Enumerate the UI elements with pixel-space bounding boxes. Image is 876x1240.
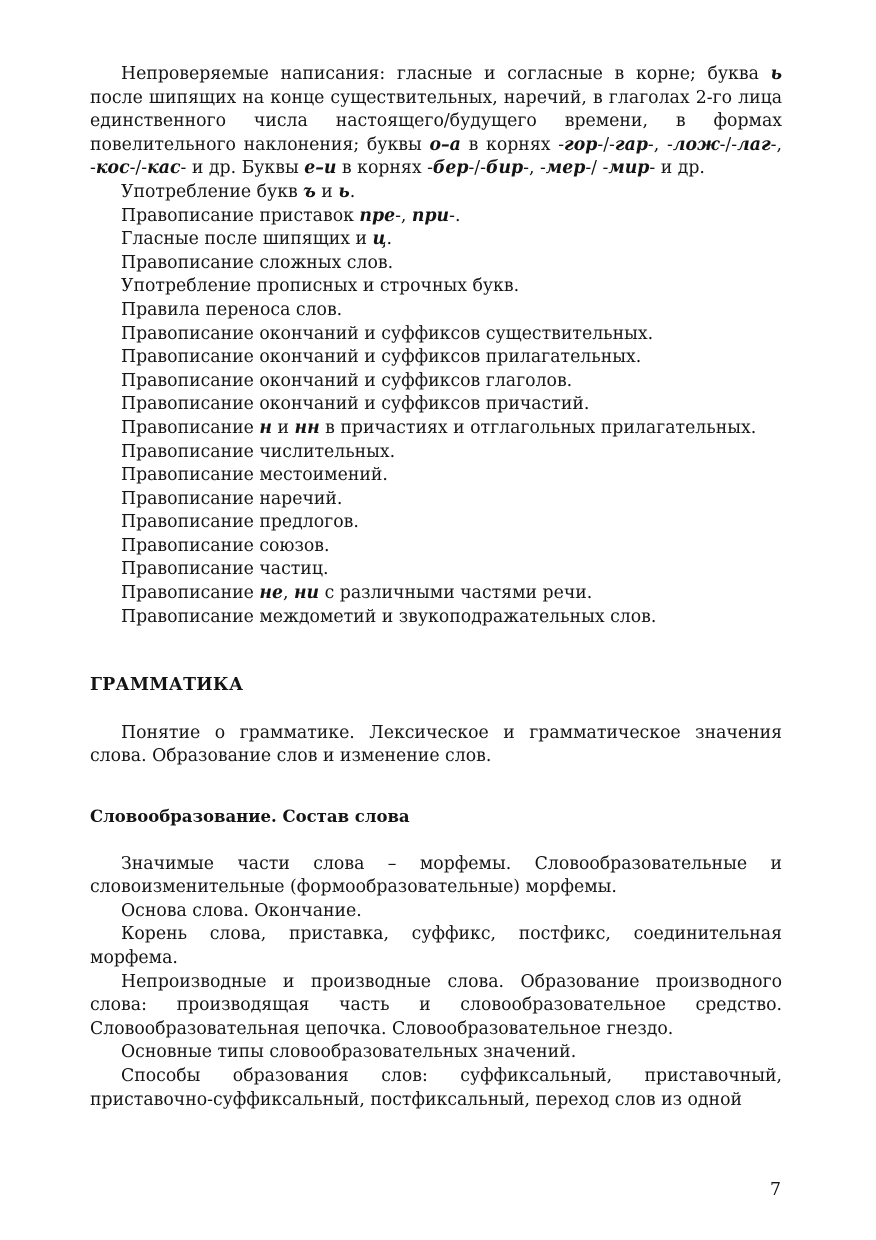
paragraph-item: Правописание числительных. <box>121 441 396 462</box>
paragraph-stem: Основа слова. Окончание. <box>121 900 362 921</box>
paragraph-item: Употребление прописных и строчных букв. <box>121 276 520 297</box>
paragraph-item: Правописание окончаний и суффиксов прилагательных. <box>121 347 642 368</box>
paragraph-derivational-meanings: Основные типы словообразовательных значений. <box>121 1042 577 1063</box>
emphasis: мер <box>545 158 586 179</box>
emphasis: кос <box>95 158 130 179</box>
paragraph-item: Правописание сложных слов. <box>121 252 394 273</box>
emphasis: при <box>411 205 450 226</box>
paragraph-vowels-after-sibilants: Гласные после шипящих и ц. <box>121 229 392 250</box>
page-body <box>90 63 782 1112</box>
emphasis: гар <box>614 134 648 155</box>
emphasis: ь <box>770 64 782 84</box>
paragraph-hard-soft-signs: Употребление букв ъ и ь. <box>121 181 356 202</box>
emphasis: бер <box>432 158 469 179</box>
paragraph-derived-words: Непроизводные и производные слова. Образование производного слова: производящая часть и словообразовательное средство. Словообразовательная цепочка. Словообразовательное гнездо. <box>90 971 782 1039</box>
section-heading-grammar: ГРАММАТИКА <box>90 675 244 696</box>
emphasis: нн <box>294 417 320 438</box>
paragraph-root: Корень слова, приставка, суффикс, постфикс, соединительная морфема. <box>90 924 782 968</box>
paragraph-item: Правописание окончаний и суффиксов существительных. <box>121 323 654 344</box>
emphasis: не <box>259 583 283 604</box>
paragraph-item: Правописание междометий и звукоподражательных слов. <box>121 606 657 627</box>
emphasis: н <box>259 417 272 438</box>
paragraph-item: Правописание местоимений. <box>121 465 388 486</box>
emphasis: ъ <box>303 181 316 202</box>
paragraph-item: Правописание окончаний и суффиксов причастий. <box>121 394 590 415</box>
paragraph-formation-methods: Способы образования слов: суффиксальный, приставочный, приставочно-суффиксальный, постфиксальный, переход слов из одной <box>90 1065 782 1110</box>
emphasis: ц <box>372 229 387 250</box>
emphasis: лож <box>672 134 720 155</box>
emphasis: ь <box>338 181 350 202</box>
emphasis: гор <box>564 134 598 155</box>
emphasis: о–а <box>429 134 461 155</box>
emphasis: кас <box>147 158 181 179</box>
paragraph-item: Правописание союзов. <box>121 535 330 556</box>
paragraph-item: Правила переноса слов. <box>121 299 343 320</box>
paragraph-unverifiable-spellings: Непроверяемые написания: гласные и согласные в корне; буква ь после шипящих на конце существительных, наречий, в глаголах 2-го лица единственного числа настоящего/будущего времени, в формах повелительного наклонения; буквы о–а в корнях -гор-/-гар-, -лож-/-лаг-, -кос-/-кас- и др. Буквы е–и в корнях -бер-/-бир-, -мер-/ -мир- и др. <box>90 64 783 179</box>
emphasis: ни <box>293 583 320 604</box>
emphasis: пре <box>359 205 396 226</box>
emphasis: мир <box>608 158 650 179</box>
paragraph-item: Правописание окончаний и суффиксов глаголов. <box>121 370 573 391</box>
paragraph-grammar-intro: Понятие о грамматике. Лексическое и грамматическое значения слова. Образование слов и изменение слов. <box>90 722 782 767</box>
paragraph-n-nn: Правописание н и нн в причастиях и отглагольных прилагательных. <box>121 417 757 438</box>
paragraph-item: Правописание предлогов. <box>121 512 359 533</box>
paragraph-ne-ni: Правописание не, ни с различными частями речи. <box>121 583 593 604</box>
paragraph-morphemes: Значимые части слова – морфемы. Словообразовательные и словоизменительные (формообразовательные) морфемы. <box>90 853 782 898</box>
paragraph-item: Правописание наречий. <box>121 488 343 509</box>
emphasis: бир <box>485 158 524 179</box>
emphasis: е–и <box>304 158 337 179</box>
paragraph-item: Правописание частиц. <box>121 559 329 580</box>
page-number: 7 <box>770 1180 781 1200</box>
subsection-heading-word-formation: Словообразование. Состав слова <box>90 807 410 827</box>
emphasis: лаг <box>737 134 771 155</box>
paragraph-prefixes: Правописание приставок пре-, при-. <box>121 205 461 226</box>
